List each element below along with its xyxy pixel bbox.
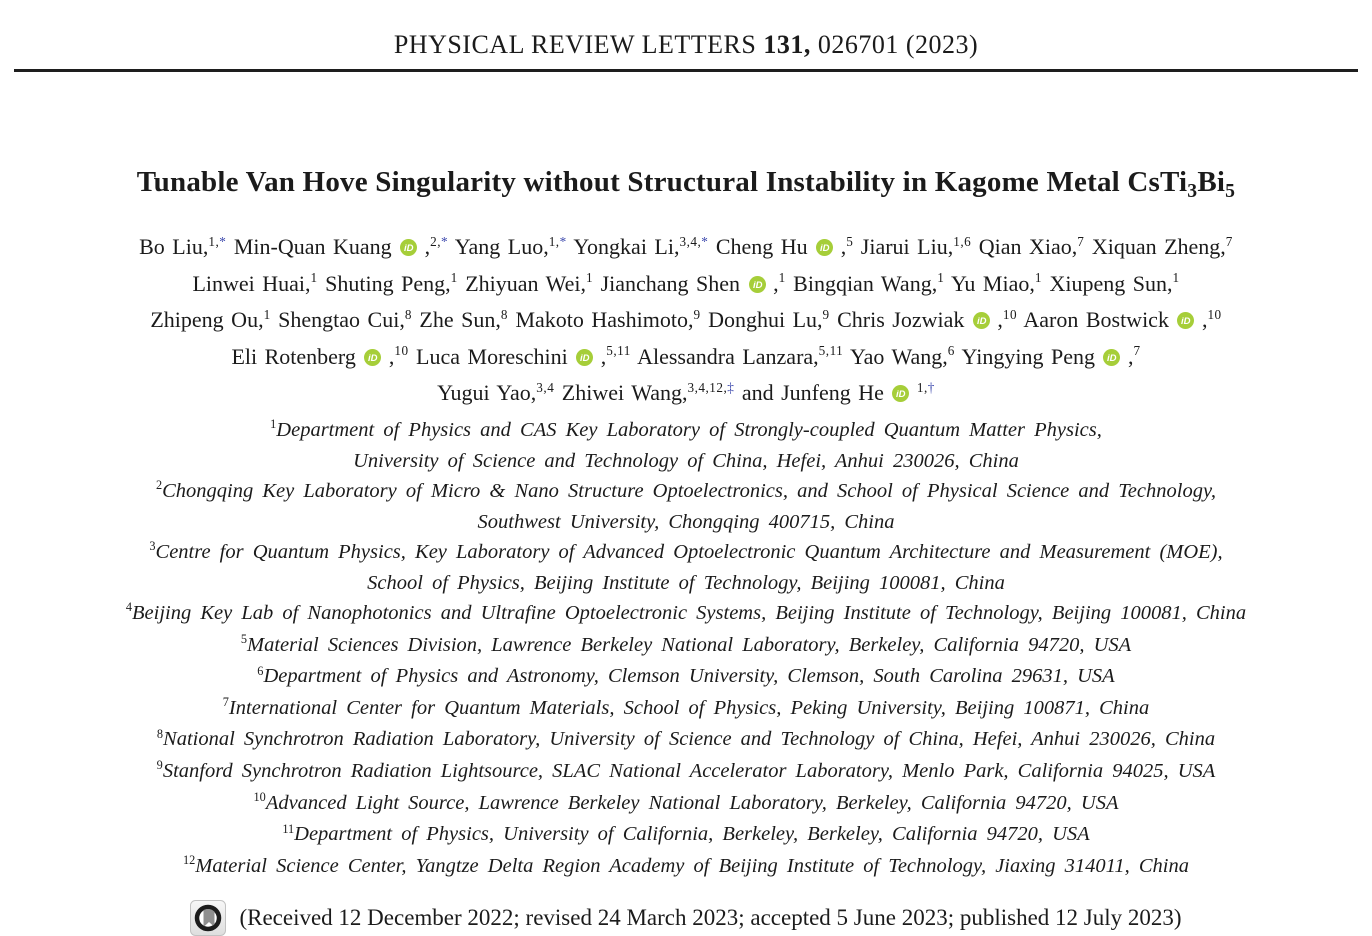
svg-text:iD: iD — [820, 243, 830, 255]
text-run: Zhe Sun, — [411, 307, 501, 332]
affiliation-superscript: 6 — [947, 343, 955, 359]
affiliations-block — [0, 416, 1372, 884]
svg-text:iD: iD — [1181, 316, 1191, 328]
journal-header — [0, 0, 1372, 60]
text-run: Yao Wang, — [843, 343, 948, 369]
affiliation-superscript: 9 — [693, 306, 701, 322]
affiliation-line — [0, 447, 1372, 477]
text-run: Jianchang Shen — [593, 270, 741, 296]
affiliation-line — [0, 725, 1372, 757]
text-run: Donghui Lu, — [700, 307, 823, 332]
received-row — [0, 900, 1372, 936]
author-block — [0, 230, 1372, 413]
orcid-icon[interactable] — [749, 269, 766, 303]
text-run: Xiquan Zheng, — [1084, 234, 1226, 259]
text-run: Cheng Hu — [708, 234, 808, 259]
text-run: , — [1127, 343, 1134, 369]
affiliation-superscript: 8 — [500, 306, 508, 322]
text-run: Chris Jozwiak — [829, 307, 965, 332]
chemical-subscript: 3 — [1187, 179, 1198, 202]
affiliation-superscript: 10 — [394, 343, 409, 359]
affiliation-line — [0, 416, 1372, 448]
text-run: Jiarui Liu, — [853, 234, 954, 259]
text-run: Yongkai Li, — [566, 234, 680, 259]
affiliation-superscript: 2, — [430, 233, 442, 249]
author-line — [0, 340, 1372, 377]
header-rule — [14, 69, 1358, 72]
affiliation-line — [0, 757, 1372, 789]
affiliation-line — [0, 662, 1372, 694]
affiliation-number: 8 — [156, 726, 164, 741]
svg-text:iD: iD — [580, 352, 590, 364]
journal-article-info: 026701 (2023) — [810, 30, 979, 59]
orcid-icon[interactable] — [1103, 342, 1120, 376]
journal-volume: 131, — [763, 30, 811, 59]
affiliation-text: Department of Physics and Astronomy, Clemson University, Clemson, South Carolina 29631, USA — [263, 665, 1115, 688]
affiliation-text: Material Science Center, Yangtze Delta Region Academy of Beijing Institute of Technology, Jiaxing 314011, China — [195, 854, 1190, 877]
affiliation-number: 10 — [253, 790, 266, 804]
journal-name: PHYSICAL REVIEW LETTERS — [393, 30, 764, 59]
svg-text:iD: iD — [896, 389, 906, 401]
affiliation-text: Stanford Synchrotron Radiation Lightsource, SLAC National Accelerator Laboratory, Menlo Park, California 94025, USA — [162, 760, 1216, 783]
affiliation-superscript: 1 — [778, 270, 786, 286]
text-run: and Junfeng He — [734, 380, 884, 405]
affiliation-line — [0, 694, 1372, 726]
text-run: , — [997, 307, 1003, 332]
affiliation-line — [0, 631, 1372, 663]
affiliation-line — [0, 820, 1372, 852]
text-run: Bo Liu, — [139, 234, 209, 259]
affiliation-text: Beijing Key Lab of Nanophotonics and Ultrafine Optoelectronic Systems, Beijing Institute of Technology, Beijing 100081, China — [132, 602, 1247, 625]
affiliation-line — [0, 538, 1372, 570]
text-run: Eli Rotenberg — [231, 343, 356, 369]
affiliation-superscript: 5,11 — [818, 343, 844, 359]
affiliation-number: 4 — [125, 600, 132, 615]
affiliation-line — [0, 569, 1372, 599]
svg-text:iD: iD — [752, 279, 763, 291]
affiliation-number: 6 — [257, 663, 264, 678]
affiliation-line — [0, 599, 1372, 631]
text-run: Zhipeng Ou, — [150, 307, 264, 332]
affiliation-text: Centre for Quantum Physics, Key Laboratory of Advanced Optoelectronic Quantum Architecture and Measurement (MOE), — [155, 540, 1223, 563]
orcid-icon[interactable] — [364, 342, 381, 376]
text-run: Shuting Peng, — [317, 270, 451, 296]
affiliation-superscript: 9 — [822, 306, 830, 322]
text-run: Min-Quan Kuang — [226, 234, 392, 259]
affiliation-superscript: 1 — [450, 270, 458, 286]
affiliation-line — [0, 852, 1372, 884]
text-run: Bingqian Wang, — [785, 270, 938, 296]
affiliation-superscript: 1,6 — [953, 233, 972, 249]
affiliation-superscript: 1 — [1172, 270, 1180, 286]
affiliation-number: 11 — [282, 821, 295, 836]
chemical-subscript: 5 — [1225, 179, 1236, 202]
affiliation-text: Chongqing Key Laboratory of Micro & Nano Structure Optoelectronics, and School of Physical Science and Technology, — [162, 479, 1217, 502]
affiliation-number: 5 — [240, 632, 247, 647]
text-run: Zhiwei Wang, — [554, 380, 688, 405]
affiliation-superscript: 10 — [1207, 306, 1222, 322]
footnote-marker-link[interactable]: * — [441, 233, 449, 249]
text-run: Yugui Yao, — [437, 380, 537, 405]
affiliation-superscript: 7 — [1077, 233, 1085, 249]
affiliation-superscript: 3,4,12, — [687, 379, 728, 395]
affiliation-text: International Center for Quantum Materials, School of Physics, Peking University, Beijing 100871, China — [228, 696, 1150, 719]
affiliation-superscript: 1 — [263, 306, 271, 322]
text-run: Zhiyuan Wei, — [457, 270, 586, 296]
text-run: , — [1201, 307, 1208, 332]
affiliation-line — [0, 508, 1372, 538]
text-run: Yingying Peng — [954, 343, 1095, 369]
text-run: Makoto Hashimoto, — [507, 307, 694, 332]
text-run: Xiupeng Sun, — [1041, 270, 1173, 296]
text-run: Linwei Huai, — [192, 270, 311, 296]
affiliation-superscript: 3,4 — [536, 379, 555, 395]
footnote-marker-link[interactable]: * — [219, 233, 227, 249]
footnote-marker-link[interactable]: ‡ — [727, 379, 735, 395]
text-run: , — [773, 270, 779, 296]
received-text: (Received 12 December 2022; revised 24 March 2023; accepted 5 June 2023; published 12 July 2023) — [239, 905, 1182, 931]
affiliation-superscript: 1, — [916, 379, 928, 395]
affiliation-line — [0, 477, 1372, 509]
orcid-icon[interactable] — [973, 305, 990, 339]
affiliation-superscript: 1, — [208, 233, 220, 249]
text-run: Qian Xiao, — [971, 234, 1078, 259]
text-run: Shengtao Cui, — [270, 307, 405, 332]
affiliation-superscript: 8 — [404, 306, 412, 322]
crossmark-icon[interactable] — [190, 900, 226, 936]
text-run: , — [840, 234, 847, 259]
orcid-icon[interactable] — [816, 232, 833, 266]
affiliation-superscript: 3,4, — [679, 233, 702, 249]
svg-text:iD: iD — [404, 243, 414, 255]
affiliation-superscript: 1 — [937, 270, 945, 286]
affiliation-line — [0, 789, 1372, 821]
svg-text:iD: iD — [368, 352, 378, 364]
orcid-icon[interactable] — [576, 342, 593, 376]
footnote-marker-link[interactable]: * — [701, 233, 709, 249]
affiliation-number: 3 — [149, 539, 156, 554]
affiliation-text: Department of Physics, University of California, Berkeley, Berkeley, California 94720, USA — [294, 823, 1090, 846]
author-line — [0, 267, 1372, 304]
affiliation-superscript: 1 — [310, 270, 318, 286]
affiliation-superscript: 7 — [1133, 343, 1141, 359]
paper-title — [0, 166, 1372, 202]
author-line — [0, 303, 1372, 340]
affiliation-superscript: 1, — [548, 233, 560, 249]
orcid-icon[interactable] — [400, 232, 417, 266]
svg-text:iD: iD — [976, 316, 987, 328]
footnote-marker-link[interactable]: † — [927, 379, 935, 395]
text-run: Yu Miao, — [944, 270, 1035, 296]
affiliation-superscript: 10 — [1002, 306, 1018, 322]
text-run: , — [600, 343, 607, 369]
text-run: Yang Luo, — [448, 234, 549, 259]
footnote-marker-link[interactable]: * — [559, 233, 567, 249]
affiliation-text: Material Sciences Division, Lawrence Berkeley National Laboratory, Berkeley, California 94720, USA — [247, 633, 1132, 656]
author-line — [0, 376, 1372, 413]
text-run: Tunable Van Hove Singularity without Structural Instability in Kagome Metal CsTi — [136, 166, 1188, 198]
affiliation-superscript: 7 — [1225, 233, 1233, 249]
text-run: Alessandra Lanzara, — [630, 343, 819, 369]
affiliation-text: University of Science and Technology of China, Hefei, Anhui 230026, China — [353, 450, 1019, 473]
affiliation-number: 1 — [270, 416, 277, 431]
text-run: Aaron Bostwick — [1017, 307, 1169, 332]
affiliation-text: School of Physics, Beijing Institute of Technology, Beijing 100081, China — [367, 572, 1005, 595]
affiliation-number: 7 — [222, 695, 229, 710]
affiliation-text: Southwest University, Chongqing 400715, China — [477, 511, 895, 534]
affiliation-text: Advanced Light Source, Lawrence Berkeley National Laboratory, Berkeley, California 94720, USA — [265, 791, 1119, 814]
affiliation-superscript: 1 — [586, 270, 594, 286]
affiliation-number: 9 — [156, 758, 163, 773]
affiliation-superscript: 1 — [1034, 270, 1042, 286]
affiliation-text: National Synchrotron Radiation Laboratory, University of Science and Technology of China, Hefei, Anhui 230026, China — [163, 728, 1216, 751]
affiliation-superscript: 5,11 — [606, 343, 631, 359]
orcid-icon[interactable] — [1177, 305, 1194, 339]
orcid-icon[interactable] — [892, 378, 909, 412]
text-run: , — [388, 343, 395, 369]
affiliation-number: 2 — [155, 478, 163, 493]
author-line — [0, 230, 1372, 267]
text-run: Luca Moreschini — [408, 343, 568, 369]
svg-text:iD: iD — [1107, 352, 1117, 364]
affiliation-text: Department of Physics and CAS Key Laboratory of Strongly-coupled Quantum Matter Physics, — [276, 418, 1102, 441]
affiliation-number: 12 — [182, 853, 196, 868]
text-run: Bi — [1197, 166, 1226, 198]
affiliation-superscript: 5 — [846, 233, 854, 249]
text-run: , — [424, 234, 431, 259]
